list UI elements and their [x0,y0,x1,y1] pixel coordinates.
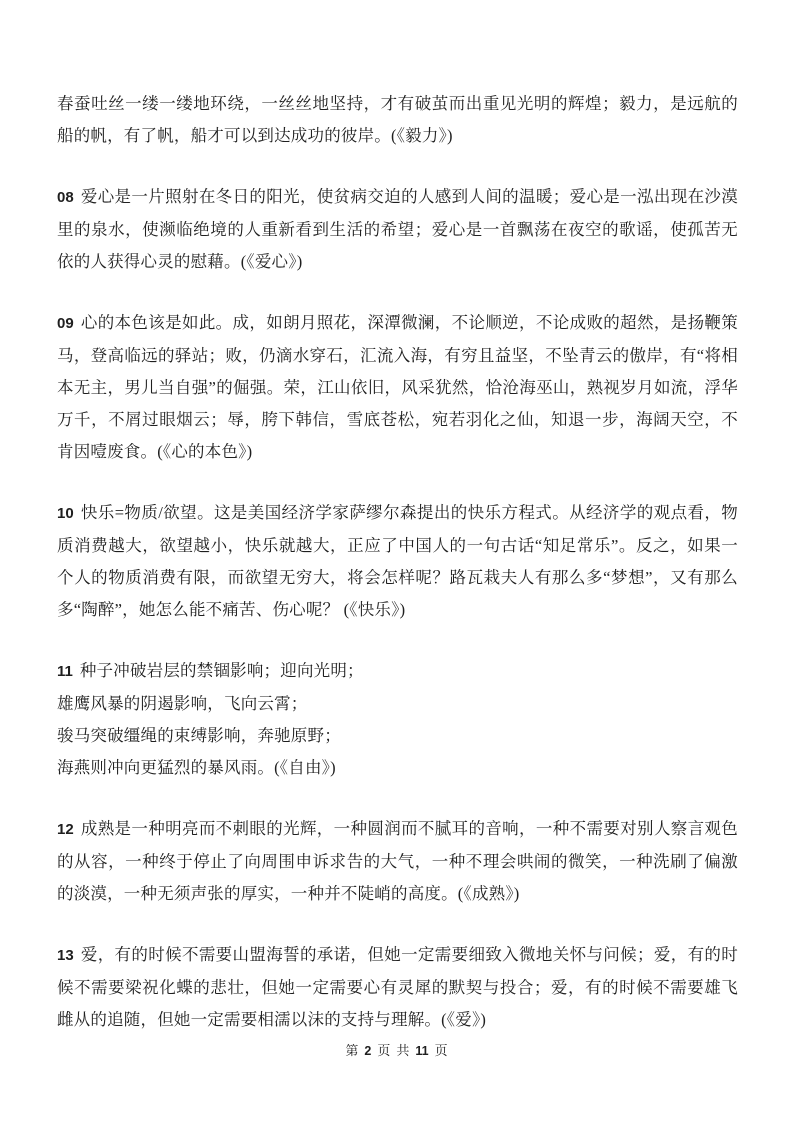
paragraph-text: 春蚕吐丝一缕一缕地环绕，一丝丝地坚持，才有破茧而出重见光明的辉煌；毅力，是远航的船的帆，有了帆，船才可以到达成功的彼岸。(《毅力》) [57,94,738,145]
paragraph-number: 11 [57,663,73,680]
poem-line-text: 雄鹰风暴的阴遏影响，飞向云霄； [57,694,308,713]
poem-line [57,655,738,688]
footer-text: 第 [345,1043,359,1058]
footer-text: 页 [377,1043,391,1058]
paragraph-text: 爱心是一片照射在冬日的阳光，使贫病交迫的人感到人间的温暖；爱心是一泓出现在沙漠里的泉水，使濒临绝境的人重新看到生活的希望；爱心是一首飘荡在夜空的歌谣，使孤苦无依的人获得心灵的慰藉。(《爱心》) [57,187,738,271]
paragraph [57,307,738,468]
footer-text: 页 [434,1043,448,1058]
footer-page-number: 2 [364,1044,372,1058]
poem-line-text: 种子冲破岩层的禁锢影响；迎向光明； [79,661,364,680]
paragraph-number: 09 [57,315,74,332]
poem-line [57,688,738,720]
document-body [57,88,738,1065]
footer-text: 共 [396,1043,410,1058]
paragraph [57,813,738,910]
poem-line [57,752,738,784]
paragraph [57,939,738,1036]
poem-line-text: 海燕则冲向更猛烈的暴风雨。(《自由》) [57,758,336,777]
footer-total-pages: 11 [415,1044,429,1058]
paragraph-text: 成熟是一种明亮而不刺眼的光辉，一种圆润而不腻耳的音响，一种不需要对别人察言观色的从容，一种终于停止了向周围申诉求告的大气，一种不理会哄闹的微笑，一种洗刷了偏激的淡漠，一种无须声张的厚实，一种并不陡峭的高度。(《成熟》) [57,819,738,903]
poem-line-text: 骏马突破缰绳的束缚影响，奔驰原野； [57,726,341,745]
page-footer [0,1042,793,1060]
paragraph-text: 心的本色该是如此。成，如朗月照花，深潭微澜，不论顺逆，不论成败的超然，是扬鞭策马，登高临远的驿站；败，仍滴水穿石，汇流入海，有穷且益坚，不坠青云的傲岸，有“将相本无主，男儿当自强”的倔强。荣，江山依旧，风采犹然，恰沧海巫山，熟视岁月如流，浮华万千，不屑过眼烟云；辱，胯下韩信，雪底苍松，宛若羽化之仙，知退一步，海阔天空，不肯因噎废食。(《心的本色》) [57,313,738,461]
paragraph-number: 12 [57,821,74,838]
paragraph [57,181,738,278]
paragraph-poem [57,655,738,784]
paragraph [57,88,738,152]
paragraph [57,497,738,626]
paragraph-number: 13 [57,947,74,964]
paragraph-text: 快乐=物质/欲望。这是美国经济学家萨缪尔森提出的快乐方程式。从经济学的观点看，物质消费越大，欲望越小，快乐就越大，正应了中国人的一句古话“知足常乐”。反之，如果一个人的物质消费有限，而欲望无穷大，将会怎样呢？路瓦栽夫人有那么多“梦想”，又有那么多“陶醉”，她怎么能不痛苦、伤心呢？ (《快乐》) [57,503,738,619]
paragraph-number: 10 [57,505,74,522]
poem-line [57,720,738,752]
paragraph-number: 08 [57,189,74,206]
paragraph-text: 爱，有的时候不需要山盟海誓的承诺，但她一定需要细致入微地关怀与问候；爱，有的时候不需要梁祝化蝶的悲壮，但她一定需要心有灵犀的默契与投合；爱，有的时候不需要雄飞雌从的追随，但她一定需要相濡以沫的支持与理解。(《爱》) [57,945,738,1029]
